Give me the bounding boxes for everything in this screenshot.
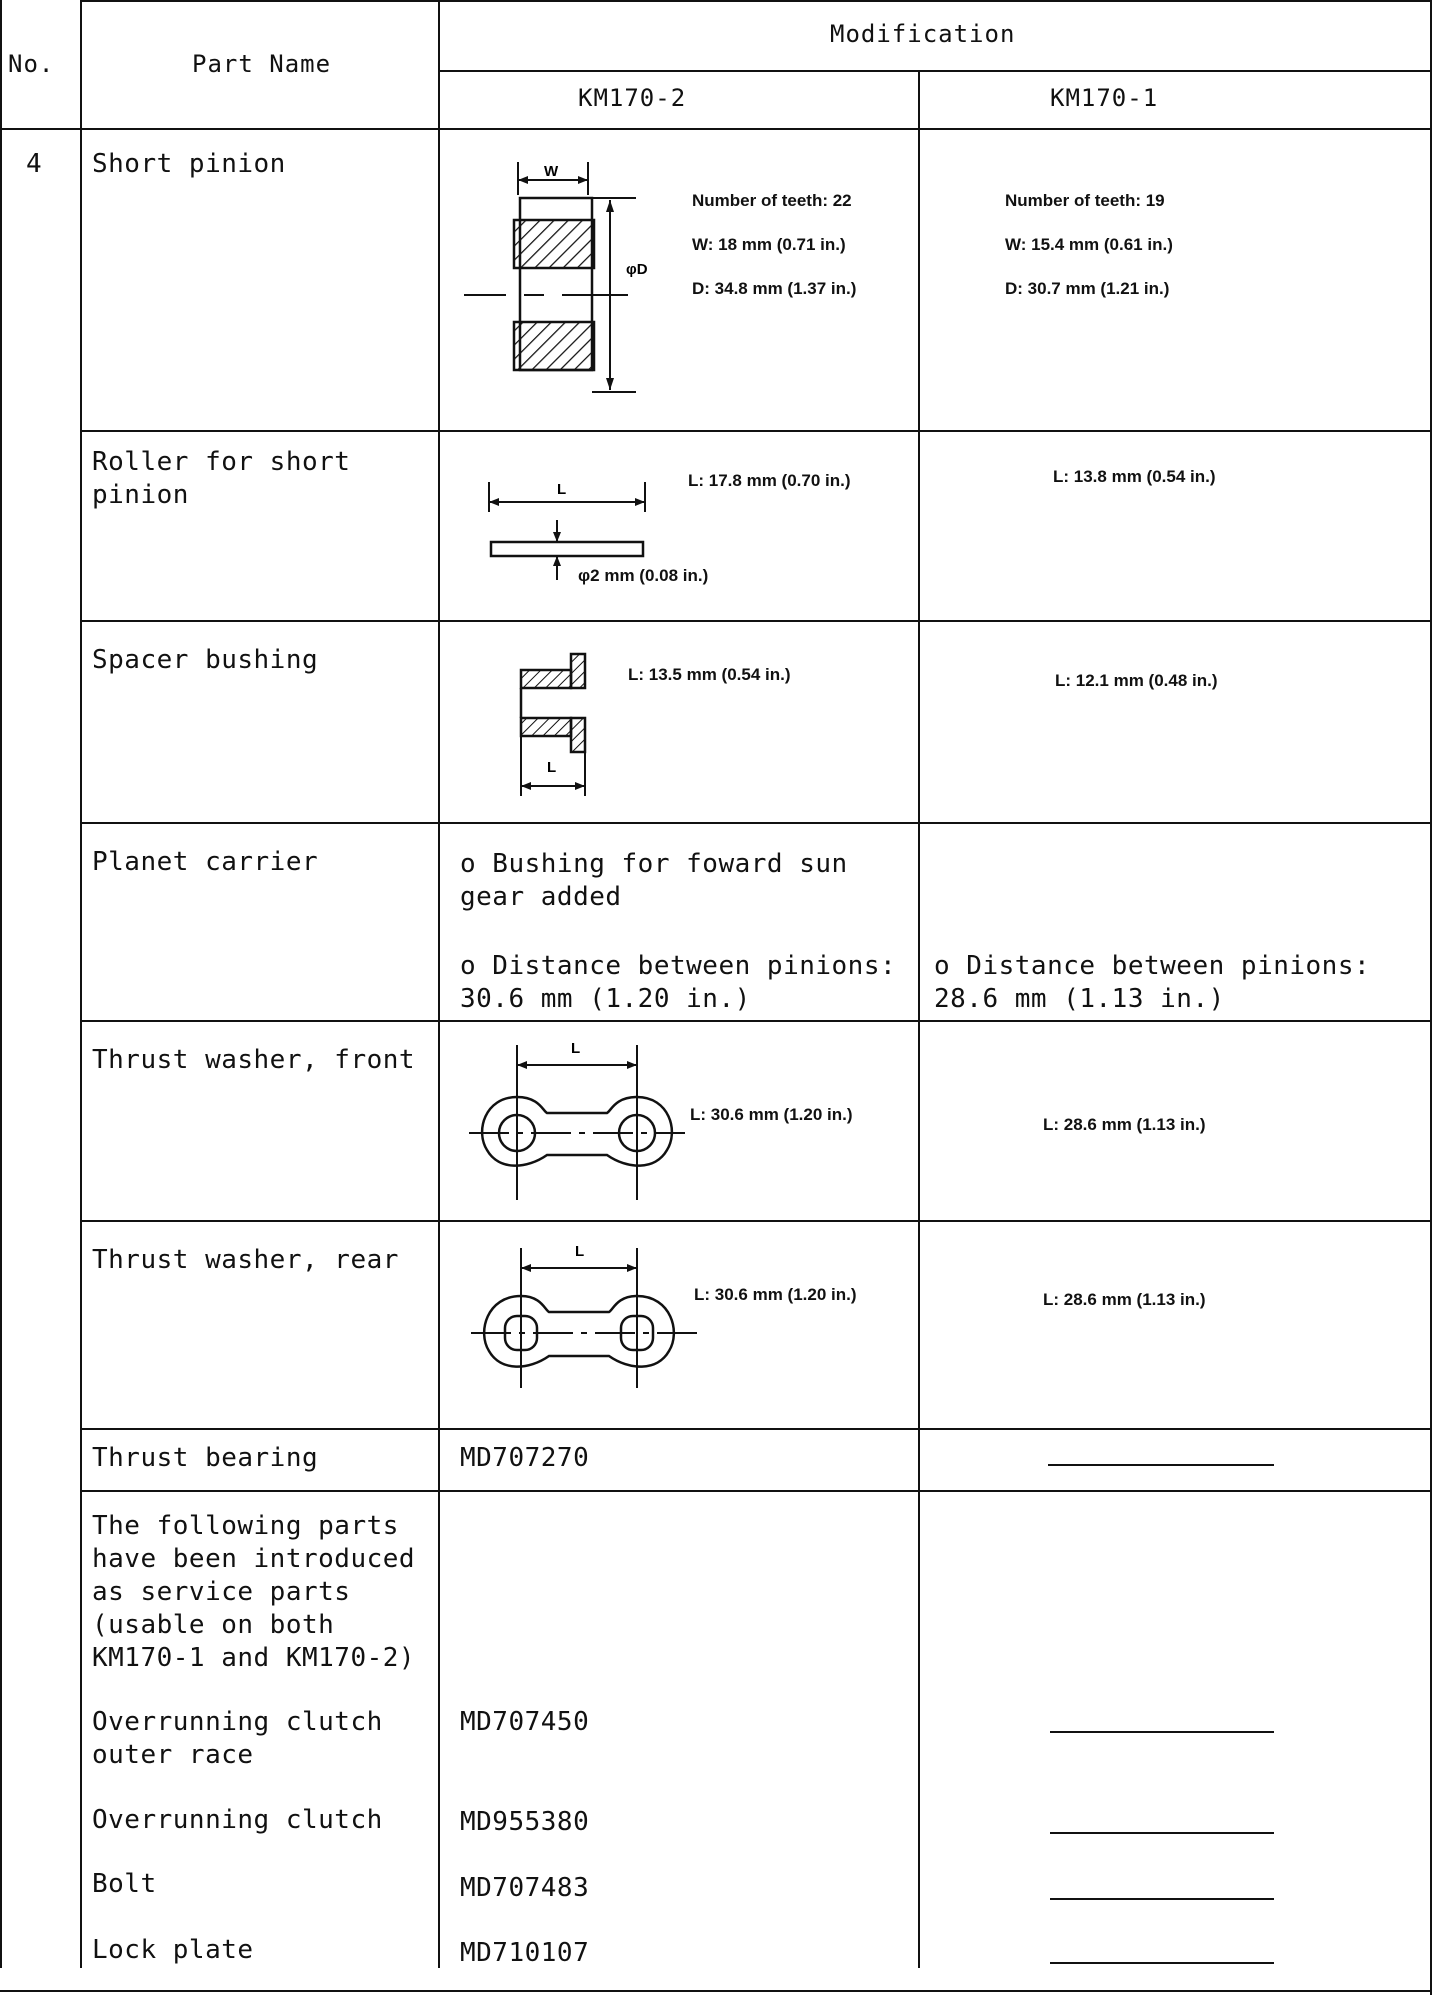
part-name-thrust-bearing: Thrust bearing bbox=[92, 1443, 319, 1473]
km170-1-washer-front-length: L: 28.6 mm (1.13 in.) bbox=[1043, 1115, 1206, 1134]
short-pinion-w-label: W bbox=[544, 163, 559, 180]
header-km170-2: KM170-2 bbox=[578, 84, 687, 112]
roller-l-label: L bbox=[557, 481, 567, 498]
km170-1-washer-rear-length: L: 28.6 mm (1.13 in.) bbox=[1043, 1290, 1206, 1309]
service-part-dash-bolt bbox=[1050, 1898, 1274, 1900]
washer-front-l-label: L bbox=[571, 1040, 581, 1057]
part-name-planet-carrier: Planet carrier bbox=[92, 847, 319, 877]
short-pinion-figure bbox=[458, 160, 648, 400]
col-divider-no bbox=[80, 0, 82, 1968]
table-border-right bbox=[1430, 0, 1432, 1995]
part-name-thrust-washer-front: Thrust washer, front bbox=[92, 1045, 416, 1075]
washer-rear-l-label: L bbox=[575, 1243, 585, 1260]
spacer-l-label: L bbox=[547, 759, 557, 776]
km170-2-roller-length: L: 17.8 mm (0.70 in.) bbox=[688, 471, 851, 490]
service-part-no-outer-race: MD707450 bbox=[460, 1707, 590, 1737]
km170-2-short-pinion-d: D: 34.8 mm (1.37 in.) bbox=[692, 279, 857, 298]
part-name-roller: Roller for short pinion bbox=[92, 447, 351, 510]
service-part-name-outer-race: Overrunning clutch outer race bbox=[92, 1707, 383, 1770]
km170-1-spacer-length: L: 12.1 mm (0.48 in.) bbox=[1055, 671, 1218, 690]
header-no: No. bbox=[8, 50, 55, 78]
short-pinion-d-label: φD bbox=[626, 261, 648, 278]
thrust-washer-front-figure bbox=[465, 1035, 690, 1205]
service-part-no-lock-plate: MD710107 bbox=[460, 1938, 590, 1968]
service-part-dash-lock-plate bbox=[1050, 1962, 1274, 1964]
km170-2-spacer-length: L: 13.5 mm (0.54 in.) bbox=[628, 665, 791, 684]
km170-2-short-pinion-w: W: 18 mm (0.71 in.) bbox=[692, 235, 846, 254]
km170-1-short-pinion-d: D: 30.7 mm (1.21 in.) bbox=[1005, 279, 1170, 298]
km170-2-carrier-bushing-note: o Bushing for foward sun gear added bbox=[460, 849, 848, 912]
col-divider-mod bbox=[918, 70, 920, 1968]
km170-2-carrier-distance-note: o Distance between pinions: 30.6 mm (1.20 in.) bbox=[460, 951, 897, 1014]
row-divider-6 bbox=[80, 1428, 1432, 1430]
service-part-name-bolt: Bolt bbox=[92, 1869, 157, 1899]
table-border-top bbox=[80, 0, 1432, 2]
service-parts-intro: The following parts have been introduced as service parts (usable on both KM170-1 and KM170-2) bbox=[92, 1511, 416, 1673]
part-name-spacer-bushing: Spacer bushing bbox=[92, 645, 319, 675]
km170-2-washer-front-length: L: 30.6 mm (1.20 in.) bbox=[690, 1105, 853, 1124]
col-divider-name bbox=[438, 0, 440, 1968]
header-part-name: Part Name bbox=[192, 50, 332, 78]
row-divider-1 bbox=[80, 430, 1432, 432]
service-part-name-lock-plate: Lock plate bbox=[92, 1935, 254, 1965]
km170-1-thrust-bearing-dash bbox=[1048, 1464, 1274, 1466]
spacer-bushing-figure bbox=[515, 650, 595, 800]
header-subdivider bbox=[438, 70, 1432, 72]
row-divider-5 bbox=[80, 1220, 1432, 1222]
header-bottom bbox=[0, 128, 1432, 130]
km170-1-short-pinion-w: W: 15.4 mm (0.61 in.) bbox=[1005, 235, 1173, 254]
service-part-no-clutch: MD955380 bbox=[460, 1807, 590, 1837]
service-part-name-clutch: Overrunning clutch bbox=[92, 1805, 383, 1835]
part-name-short-pinion: Short pinion bbox=[92, 149, 286, 179]
item-number: 4 bbox=[26, 149, 43, 179]
row-divider-3 bbox=[80, 822, 1432, 824]
km170-1-roller-length: L: 13.8 mm (0.54 in.) bbox=[1053, 467, 1216, 486]
km170-2-short-pinion-teeth: Number of teeth: 22 bbox=[692, 191, 852, 210]
table-border-left bbox=[0, 0, 2, 1968]
thrust-washer-rear-figure bbox=[465, 1238, 705, 1400]
km170-1-short-pinion-teeth: Number of teeth: 19 bbox=[1005, 191, 1165, 210]
part-name-thrust-washer-rear: Thrust washer, rear bbox=[92, 1245, 399, 1275]
roller-diameter: φ2 mm (0.08 in.) bbox=[578, 566, 709, 585]
service-part-dash-clutch bbox=[1050, 1832, 1274, 1834]
table-border-bottom bbox=[0, 1990, 1432, 1992]
row-divider-2 bbox=[80, 620, 1432, 622]
header-modification: Modification bbox=[830, 20, 1016, 48]
km170-1-carrier-distance-note: o Distance between pinions: 28.6 mm (1.13 in.) bbox=[934, 951, 1371, 1014]
km170-2-thrust-bearing-part-no: MD707270 bbox=[460, 1443, 590, 1473]
service-part-no-bolt: MD707483 bbox=[460, 1873, 590, 1903]
row-divider-4 bbox=[80, 1020, 1432, 1022]
service-part-dash-outer-race bbox=[1050, 1731, 1274, 1733]
header-km170-1: KM170-1 bbox=[1050, 84, 1159, 112]
row-divider-7 bbox=[80, 1490, 1432, 1492]
km170-2-washer-rear-length: L: 30.6 mm (1.20 in.) bbox=[694, 1285, 857, 1304]
